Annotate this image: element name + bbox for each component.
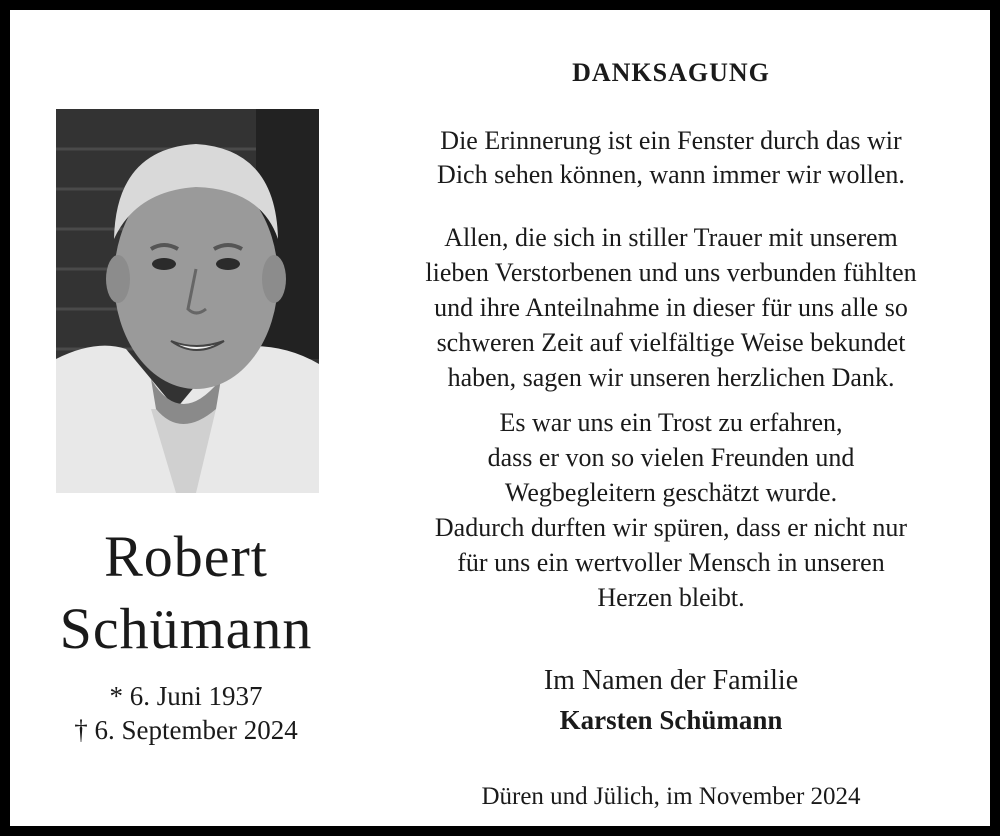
paragraph-line: für uns ein wertvoller Mensch in unseren <box>457 548 885 577</box>
memorial-quote <box>362 124 980 192</box>
death-date: † 6. September 2024 <box>74 715 298 745</box>
paragraph-line: dass er von so vielen Freunden und <box>487 443 855 472</box>
family-line: Im Namen der Familie <box>543 665 799 696</box>
paragraph-line: Herzen bleibt. <box>597 583 745 612</box>
thanks-paragraph <box>362 220 980 395</box>
paragraph-line: Wegbegleitern geschätzt wurde. <box>504 478 838 507</box>
paragraph-line: haben, sagen wir unseren herzlichen Dank. <box>447 363 895 392</box>
paragraph-line: schweren Zeit auf vielfältige Weise bekundet <box>436 328 906 357</box>
portrait-photo <box>56 109 319 493</box>
paragraph-line: lieben Verstorbenen und uns verbunden fühlten <box>425 258 917 287</box>
place-and-date: Düren und Jülich, im November 2024 <box>481 783 861 810</box>
deceased-first-name: Robert <box>104 524 268 589</box>
comfort-paragraph <box>362 405 980 615</box>
notice-heading: DANKSAGUNG <box>572 58 770 87</box>
signer-name: Karsten Schümann <box>559 705 783 735</box>
birth-date: * 6. Juni 1937 <box>109 681 263 711</box>
paragraph-line: Allen, die sich in stiller Trauer mit unserem <box>444 223 898 252</box>
paragraph-line: Dadurch durften wir spüren, dass er nicht nur <box>434 513 908 542</box>
quote-line: Die Erinnerung ist ein Fenster durch das wir <box>440 126 902 155</box>
deceased-last-name: Schümann <box>59 596 313 661</box>
quote-line: Dich sehen können, wann immer wir wollen. <box>437 160 905 189</box>
paragraph-line: und ihre Anteilnahme in dieser für uns alle so <box>434 293 908 322</box>
paragraph-line: Es war uns ein Trost zu erfahren, <box>499 408 843 437</box>
